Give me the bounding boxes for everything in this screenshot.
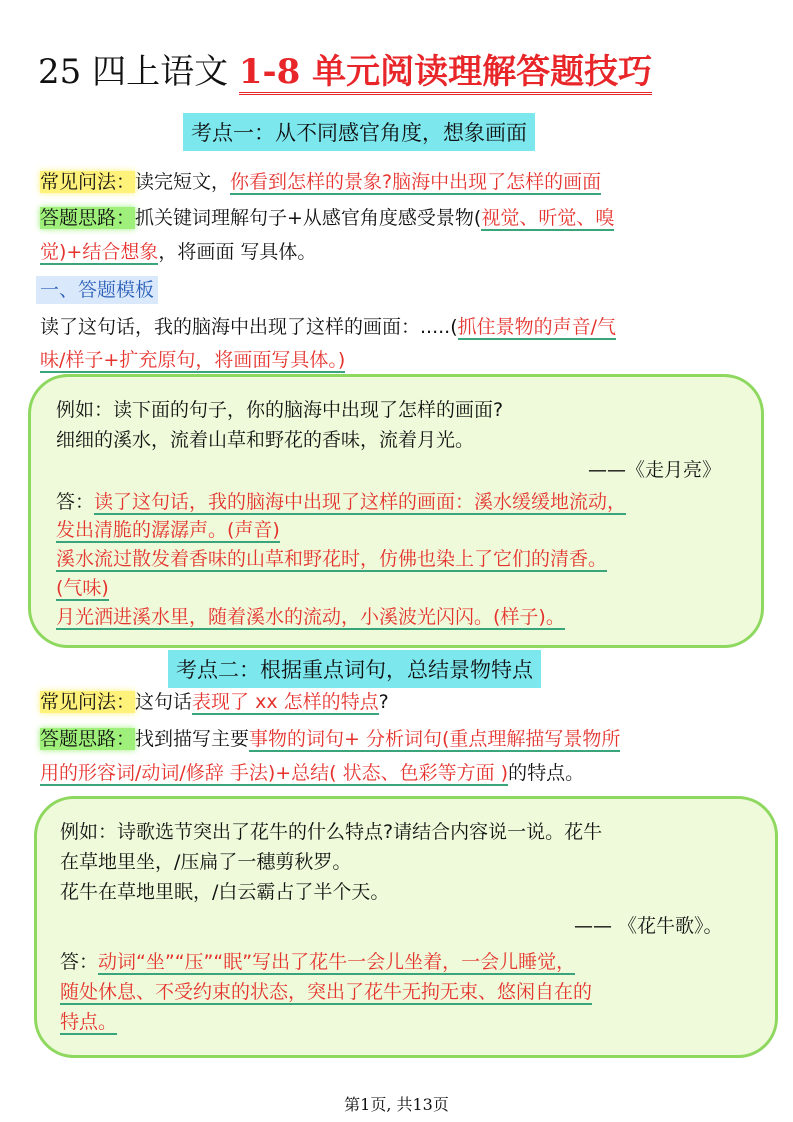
ask-tail: ? (378, 691, 389, 713)
idea-highlight: 觉)+结合想象 (40, 241, 159, 263)
example2-line: 在草地里坐，/压扁了一穗剪秋罗。 (60, 851, 352, 873)
idea-label: 答题思路： (40, 728, 136, 750)
section1-heading: 考点一：从不同感官角度，想象画面 (183, 113, 535, 151)
section2-heading: 考点二：根据重点词句，总结景物特点 (168, 650, 541, 688)
template-line-cont (40, 348, 345, 372)
answer-line: 特点。 (60, 1011, 118, 1033)
answer-line: 随处休息、不受约束的状态，突出了花牛无拘无束、悠闲自在的 (60, 981, 593, 1003)
answer-line: 动词“坐”“压”“眠”写出了花牛一会儿坐着，一会儿睡觉， (98, 951, 576, 973)
answer-line: 读了这句话，我的脑海中出现了这样的画面：溪水缓缓地流动， (94, 491, 627, 513)
idea-highlight: 用的形容词/动词/修辞 手法)+总结( 状态、色彩等方面 ) (40, 762, 509, 784)
answer-line: 溪水流过散发着香味的山草和野花时，仿佛也染上了它们的清香。 (56, 548, 608, 570)
template-line (40, 315, 616, 339)
template-text: 读了这句话，我的脑海中出现了这样的画面：.....( (40, 316, 458, 338)
idea-tail: 的特点。 (508, 762, 585, 784)
ask-label: 常见问法： (40, 171, 136, 193)
example2-question: 例如：诗歌选节突出了花牛的什么特点?请结合内容说一说。花牛 (60, 821, 603, 843)
example1-source: ——《走月亮》 (588, 459, 722, 481)
example2-source: —— 《花牛歌》。 (574, 915, 723, 937)
title-prefix: 25 四上语文 (38, 52, 239, 92)
answer-line: 月光洒进溪水里，随着溪水的流动，小溪波光闪闪。(样子)。 (56, 606, 565, 628)
answer-label: 答： (56, 491, 95, 513)
answer-line: (气味) (56, 577, 109, 599)
section1-ask (40, 170, 601, 194)
example1-question: 例如：读下面的句子，你的脑海中出现了怎样的画面? (56, 399, 504, 421)
example1-answer (56, 490, 626, 514)
example2-line: 花牛在草地里眠，/白云霸占了半个天。 (60, 881, 390, 903)
section1-idea-cont (40, 240, 316, 264)
answer-label: 答： (60, 951, 99, 973)
idea-tail: ，将画面 写具体。 (158, 241, 317, 263)
section2-ask (40, 690, 389, 714)
template-heading: 一、答题模板 (36, 276, 158, 304)
ask-label: 常见问法： (40, 691, 136, 713)
idea-text: 抓关键词理解句子+从感官角度感受景物( (135, 207, 482, 229)
section2-idea (40, 727, 620, 751)
ask-text: 读完短文， (135, 171, 231, 193)
example2-answer (60, 950, 575, 974)
example1-text: 细细的溪水，流着山草和野花的香味，流着月光。 (56, 429, 475, 451)
page-title (38, 44, 652, 93)
section1-idea (40, 206, 614, 230)
ask-text: 这句话 (135, 691, 193, 713)
idea-highlight: 视觉、听觉、嗅 (481, 207, 615, 229)
idea-text: 找到描写主要 (135, 728, 250, 750)
ask-highlight: 表现了 xx 怎样的特点 (192, 691, 379, 713)
section2-idea-cont (40, 761, 584, 785)
ask-highlight: 你看到怎样的景象?脑海中出现了怎样的画面 (230, 171, 602, 193)
idea-label: 答题思路： (40, 207, 136, 229)
template-highlight: 味/样子+扩充原句，将画面写具体。) (40, 349, 346, 371)
template-highlight: 抓住景物的声音/气 (457, 316, 617, 338)
page-footer: 第1页, 共13页 (344, 1095, 449, 1114)
title-highlight: 1-8 单元阅读理解答题技巧 (239, 52, 652, 95)
idea-highlight: 事物的词句+ 分析词句(重点理解描写景物所 (249, 728, 621, 750)
answer-line: 发出清脆的潺潺声。(声音) (56, 519, 280, 541)
